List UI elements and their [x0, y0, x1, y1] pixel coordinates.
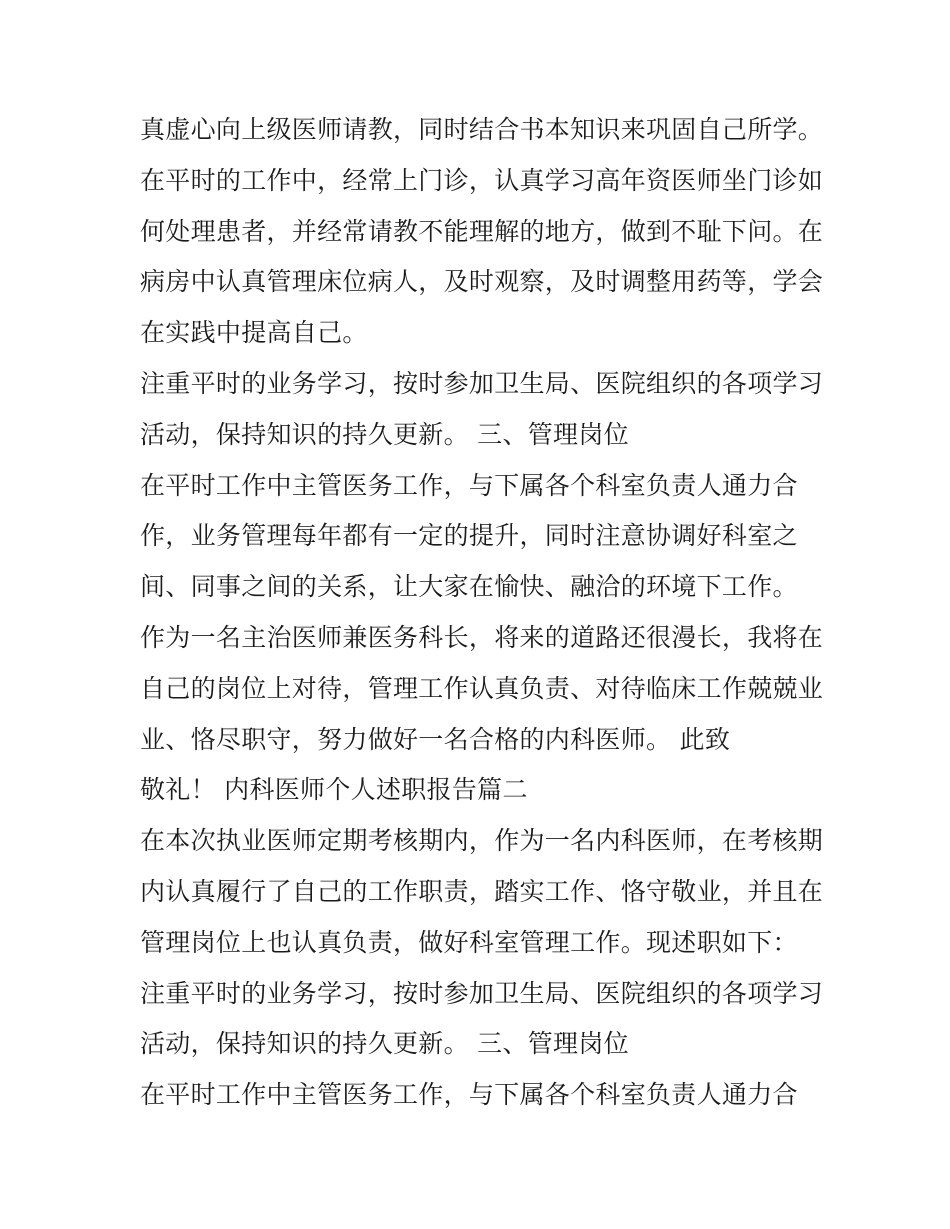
text-line: 管理岗位上也认真负责，做好科室管理工作。现述职如下： [140, 927, 798, 957]
text-line: 作为一名主治医师兼医务科长，将来的道路还很漫长，我将在 [140, 622, 824, 652]
text-line: 在平时工作中主管医务工作，与下属各个科室负责人通力合 [140, 1080, 798, 1110]
text-line: 作，业务管理每年都有一定的提升，同时注意协调好科室之 [140, 521, 798, 551]
text-line: 病房中认真管理床位病人，及时观察，及时调整用药等，学会 [140, 267, 824, 297]
text-line: 在平时的工作中，经常上门诊，认真学习高年资医师坐门诊如 [140, 165, 824, 195]
text-line: 在实践中提高自己。 [140, 318, 368, 348]
text-line: 在平时工作中主管医务工作，与下属各个科室负责人通力合 [140, 470, 798, 500]
text-line: 注重平时的业务学习，按时参加卫生局、医院组织的各项学习 [140, 368, 824, 398]
text-line: 自己的岗位上对待，管理工作认真负责、对待临床工作兢兢业 [140, 673, 824, 703]
text-line: 活动，保持知识的持久更新。 三、管理岗位 [140, 1029, 629, 1059]
text-line: 内认真履行了自己的工作职责，踏实工作、恪守敬业，并且在 [140, 876, 824, 906]
text-line: 何处理患者，并经常请教不能理解的地方，做到不耻下问。在 [140, 216, 824, 246]
text-line: 间、同事之间的关系，让大家在愉快、融洽的环境下工作。 [140, 572, 798, 602]
text-line: 在本次执业医师定期考核期内，作为一名内科医师，在考核期 [140, 826, 824, 856]
document-body [140, 105, 840, 1121]
text-line: 敬礼！ 内科医师个人述职报告篇二 [140, 775, 528, 805]
text-line: 业、恪尽职守，努力做好一名合格的内科医师。 此致 [140, 724, 731, 754]
text-line: 活动，保持知识的持久更新。 三、管理岗位 [140, 419, 629, 449]
text-line: 注重平时的业务学习，按时参加卫生局、医院组织的各项学习 [140, 978, 824, 1008]
text-line: 真虚心向上级医师请教，同时结合书本知识来巩固自己所学。 [140, 115, 824, 144]
